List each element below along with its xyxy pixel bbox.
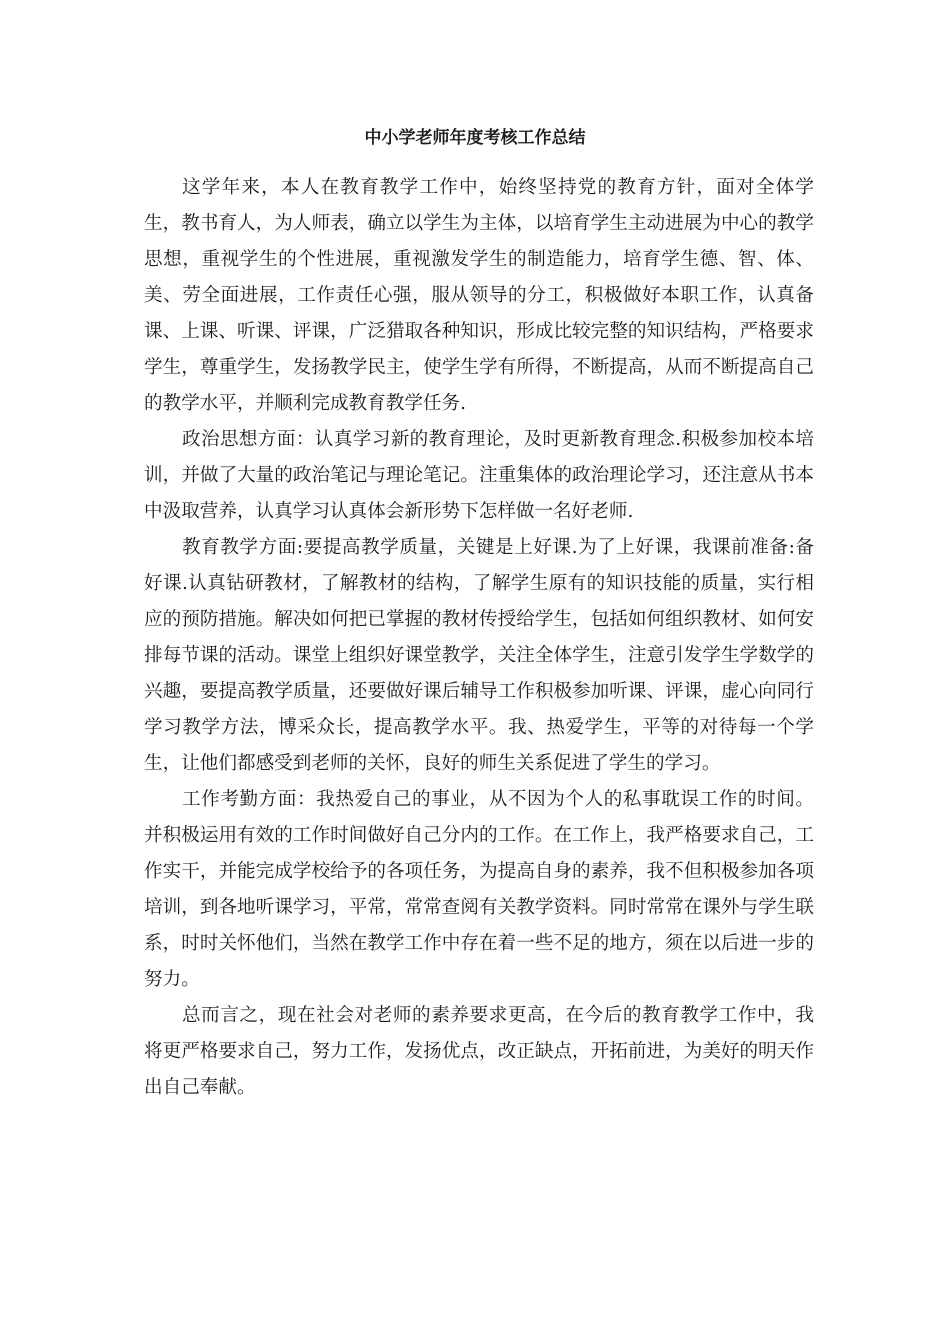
paragraph-intro: 这学年来，本人在教育教学工作中，始终坚持党的教育方针，面对全体学生，教书育人，为人师表，确立以学生为主体，以培育学生主动进展为中心的教学思想，重视学生的个性进展，重视激发学生的制造能力，培育学生德、智、体、美、劳全面进展，工作责任心强，服从领导的分工，积极做好本职工作，认真备课、上课、听课、评课，广泛猎取各种知识，形成比较完整的知识结构，严格要求学生，尊重学生，发扬教学民主，使学生学有所得，不断提高，从而不断提高自己的教学水平，并顺利完成教育教学任务.	[144, 177, 814, 414]
document-body	[144, 170, 814, 1106]
document-title: 中小学老师年度考核工作总结	[364, 128, 586, 148]
paragraph-teaching: 教育教学方面:要提高教学质量，关键是上好课.为了上好课，我课前准备:备好课.认真钻研教材，了解教材的结构，了解学生原有的知识技能的质量，实行相应的预防措施。解决如何把已掌握的教材传授给学生，包括如何组织教材、如何安排每节课的活动。课堂上组织好课堂教学，关注全体学生，注意引发学生学数学的兴趣，要提高教学质量，还要做好课后辅导工作积极参加听课、评课，虚心向同行学习教学方法，博采众长，提高教学水平。我、热爱学生，平等的对待每一个学生，让他们都感受到老师的关怀，良好的师生关系促进了学生的学习。	[144, 537, 814, 774]
paragraph-political-thought: 政治思想方面：认真学习新的教育理论，及时更新教育理念.积极参加校本培训，并做了大量的政治笔记与理论笔记。注重集体的政治理论学习，还注意从书本中汲取营养，认真学习认真体会新形势下怎样做一名好老师.	[144, 429, 814, 522]
paragraph-attendance: 工作考勤方面：我热爱自己的事业，从不因为个人的私事耽误工作的时间。并积极运用有效的工作时间做好自己分内的工作。在工作上，我严格要求自己，工作实干，并能完成学校给予的各项任务，为提高自身的素养，我不但积极参加各项培训，到各地听课学习，平常，常常查阅有关教学资料。同时常常在课外与学生联系，时时关怀他们，当然在教学工作中存在着一些不足的地方，须在以后进一步的努力。	[144, 789, 814, 990]
paragraph-conclusion: 总而言之，现在社会对老师的素养要求更高，在今后的教育教学工作中，我将更严格要求自己，努力工作，发扬优点，改正缺点，开拓前进，为美好的明天作出自己奉献。	[144, 1005, 814, 1098]
